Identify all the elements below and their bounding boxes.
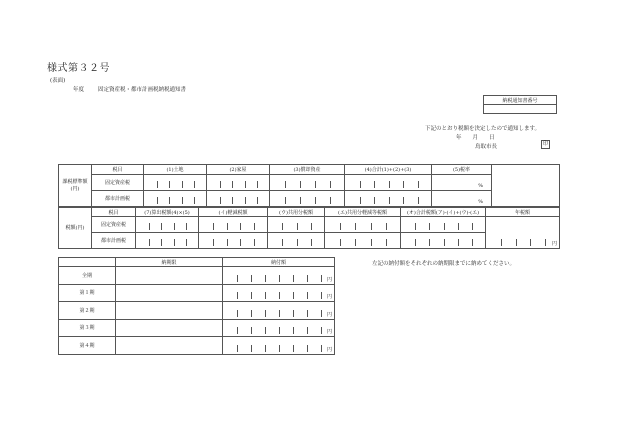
tax-header: (ウ)共用分税額	[268, 208, 325, 217]
digit-separator	[174, 239, 175, 246]
digit-separator	[321, 310, 322, 317]
digit-separator	[240, 223, 241, 230]
digit-separator	[279, 345, 280, 352]
period-label: 第１期	[59, 284, 116, 302]
assessment-group-label: 課税標準額(円)	[59, 165, 92, 207]
digit-separator	[245, 181, 246, 188]
notice-number-box	[483, 95, 557, 114]
digit-separator	[220, 181, 221, 188]
amount-cell	[401, 233, 486, 249]
schedule-header: 納期限	[116, 258, 223, 267]
assessment-header: (2)家屋	[207, 165, 270, 175]
payment-note: 左記の納付額をそれぞれの納期限までに納めてください。	[372, 261, 516, 267]
payment-schedule-table	[58, 257, 335, 355]
notice-number-value	[484, 105, 557, 114]
tax-header: (オ)合計税額(ア)-(イ)+(ウ)-(エ)	[401, 208, 486, 217]
amount-cell	[268, 233, 325, 249]
digit-separator	[194, 181, 195, 188]
digit-separator	[307, 310, 308, 317]
digit-separator	[321, 345, 322, 352]
digit-separator	[429, 239, 430, 246]
notice-text: 下記のとおり税額を決定したので通知します。	[425, 126, 541, 132]
digit-separator	[330, 197, 331, 204]
assessment-header: (1)土地	[144, 165, 207, 175]
digit-separator	[340, 239, 341, 246]
digit-separator	[355, 223, 356, 230]
digit-separator	[315, 181, 316, 188]
digit-separator	[265, 345, 266, 352]
year-label: 年度	[73, 87, 85, 93]
due-date-cell	[116, 284, 223, 302]
side-label: (表面)	[50, 78, 66, 84]
digit-separator	[458, 223, 459, 230]
digit-separator	[315, 197, 316, 204]
amount-cell	[199, 233, 268, 249]
digit-separator	[472, 223, 473, 230]
assessment-table	[58, 164, 560, 207]
digit-separator	[293, 292, 294, 299]
rate-cell	[432, 175, 492, 191]
digit-separator	[321, 327, 322, 334]
due-date-cell	[116, 302, 223, 320]
digit-separator	[340, 223, 341, 230]
period-label: 第４期	[59, 337, 116, 355]
digit-separator	[240, 239, 241, 246]
digit-separator	[279, 275, 280, 282]
digit-separator	[169, 197, 170, 204]
yen-unit: 円	[551, 241, 557, 247]
schedule-header	[59, 258, 116, 267]
digit-separator	[182, 181, 183, 188]
document-title: 固定資産税・都市計画税納税通知書	[98, 87, 187, 93]
tax-row-label: 都市計画税	[92, 233, 136, 249]
period-label: 第３期	[59, 319, 116, 337]
rate-cell	[432, 191, 492, 207]
digit-separator	[297, 223, 298, 230]
digit-separator	[415, 223, 416, 230]
digit-separator	[530, 239, 531, 246]
digit-separator	[429, 223, 430, 230]
date-label: 年 月 日	[456, 135, 495, 141]
digit-separator	[307, 327, 308, 334]
digit-separator	[293, 345, 294, 352]
annual-tax-cell	[486, 217, 560, 249]
digit-separator	[232, 197, 233, 204]
digit-separator	[282, 223, 283, 230]
digit-separator	[418, 197, 419, 204]
amount-cell	[325, 233, 401, 249]
digit-separator	[374, 181, 375, 188]
amount-cell	[144, 175, 207, 191]
amount-cell	[207, 175, 270, 191]
amount-cell	[207, 191, 270, 207]
payment-amount-cell	[223, 302, 335, 320]
digit-separator	[321, 275, 322, 282]
amount-cell	[345, 175, 432, 191]
digit-separator	[213, 239, 214, 246]
tax-header: (エ)共用分軽減等税額	[325, 208, 401, 217]
digit-separator	[174, 223, 175, 230]
assessment-header: (3)償却資産	[270, 165, 345, 175]
digit-separator	[265, 327, 266, 334]
yen-unit: 円	[326, 276, 332, 283]
digit-separator	[220, 197, 221, 204]
yen-unit: 円	[326, 329, 332, 335]
assessment-blank	[492, 165, 560, 207]
tax-header: 税目	[92, 208, 136, 217]
due-date-cell	[116, 319, 223, 337]
tax-header: (7)算出税額(4)×(5)	[136, 208, 199, 217]
tax-header: (イ)軽減税額	[199, 208, 268, 217]
amount-cell	[401, 217, 486, 233]
digit-separator	[360, 181, 361, 188]
digit-separator	[227, 223, 228, 230]
amount-cell	[268, 217, 325, 233]
digit-separator	[418, 181, 419, 188]
digit-separator	[285, 181, 286, 188]
seal-mark: 印	[542, 141, 548, 147]
payment-amount-cell	[223, 284, 335, 302]
digit-separator	[389, 181, 390, 188]
notice-number-label: 納税通知書番号	[484, 96, 557, 105]
digit-separator	[257, 197, 258, 204]
due-date-cell	[116, 337, 223, 355]
digit-separator	[251, 345, 252, 352]
digit-separator	[227, 239, 228, 246]
digit-separator	[545, 239, 546, 246]
amount-cell	[144, 191, 207, 207]
digit-separator	[360, 197, 361, 204]
digit-separator	[251, 327, 252, 334]
digit-separator	[251, 275, 252, 282]
payment-amount-cell	[223, 319, 335, 337]
digit-separator	[186, 239, 187, 246]
tax-row-label: 固定資産税	[92, 217, 136, 233]
issuer: 鳥取市長	[475, 144, 498, 150]
digit-separator	[389, 197, 390, 204]
digit-separator	[149, 223, 150, 230]
digit-separator	[386, 223, 387, 230]
digit-separator	[516, 239, 517, 246]
assessment-row-label: 固定資産税	[92, 175, 144, 191]
tax-table	[58, 207, 560, 249]
digit-separator	[311, 239, 312, 246]
form-number: 様式第３２号	[47, 63, 110, 74]
digit-separator	[161, 239, 162, 246]
amount-cell	[136, 217, 199, 233]
digit-separator	[371, 223, 372, 230]
digit-separator	[232, 181, 233, 188]
yen-unit: 円	[326, 346, 332, 353]
digit-separator	[458, 239, 459, 246]
digit-separator	[265, 310, 266, 317]
amount-cell	[325, 217, 401, 233]
amount-cell	[345, 191, 432, 207]
digit-separator	[149, 239, 150, 246]
digit-separator	[300, 197, 301, 204]
digit-separator	[279, 327, 280, 334]
digit-separator	[293, 327, 294, 334]
digit-separator	[307, 292, 308, 299]
digit-separator	[285, 197, 286, 204]
digit-separator	[403, 197, 404, 204]
percent-sign: %	[478, 183, 483, 189]
digit-separator	[307, 275, 308, 282]
digit-separator	[237, 292, 238, 299]
digit-separator	[321, 292, 322, 299]
digit-separator	[501, 239, 502, 246]
yen-unit: 円	[326, 294, 332, 300]
digit-separator	[186, 223, 187, 230]
digit-separator	[403, 181, 404, 188]
digit-separator	[355, 239, 356, 246]
amount-cell	[270, 191, 345, 207]
digit-separator	[237, 345, 238, 352]
digit-separator	[237, 275, 238, 282]
digit-separator	[297, 239, 298, 246]
digit-separator	[245, 197, 246, 204]
assessment-row-label: 都市計画税	[92, 191, 144, 207]
digit-separator	[265, 275, 266, 282]
assessment-header: (5)税率	[432, 165, 492, 175]
period-label: 全期	[59, 267, 116, 285]
digit-separator	[311, 223, 312, 230]
digit-separator	[444, 239, 445, 246]
digit-separator	[161, 223, 162, 230]
digit-separator	[237, 310, 238, 317]
digit-separator	[472, 239, 473, 246]
digit-separator	[415, 239, 416, 246]
digit-separator	[182, 197, 183, 204]
digit-separator	[307, 345, 308, 352]
tax-header: 年税額	[486, 208, 560, 217]
digit-separator	[279, 292, 280, 299]
digit-separator	[157, 197, 158, 204]
digit-separator	[254, 223, 255, 230]
digit-separator	[374, 197, 375, 204]
digit-separator	[293, 275, 294, 282]
digit-separator	[279, 310, 280, 317]
digit-separator	[265, 292, 266, 299]
due-date-cell	[116, 267, 223, 285]
digit-separator	[169, 181, 170, 188]
period-label: 第２期	[59, 302, 116, 320]
digit-separator	[257, 181, 258, 188]
payment-amount-cell	[223, 337, 335, 355]
amount-cell	[199, 217, 268, 233]
digit-separator	[254, 239, 255, 246]
digit-separator	[251, 310, 252, 317]
percent-sign: %	[478, 199, 483, 205]
assessment-header: 税目	[92, 165, 144, 175]
digit-separator	[330, 181, 331, 188]
payment-amount-cell	[223, 267, 335, 285]
digit-separator	[194, 197, 195, 204]
yen-unit: 円	[326, 311, 332, 318]
digit-separator	[157, 181, 158, 188]
digit-separator	[386, 239, 387, 246]
digit-separator	[300, 181, 301, 188]
amount-cell	[136, 233, 199, 249]
amount-cell	[270, 175, 345, 191]
digit-separator	[293, 310, 294, 317]
tax-group-label: 税額(円)	[59, 208, 92, 249]
digit-separator	[444, 223, 445, 230]
digit-separator	[251, 292, 252, 299]
digit-separator	[371, 239, 372, 246]
digit-separator	[237, 327, 238, 334]
assessment-header: (4)合計(1)+(2)+(3)	[345, 165, 432, 175]
digit-separator	[282, 239, 283, 246]
digit-separator	[213, 223, 214, 230]
schedule-header: 納付額	[223, 258, 335, 267]
